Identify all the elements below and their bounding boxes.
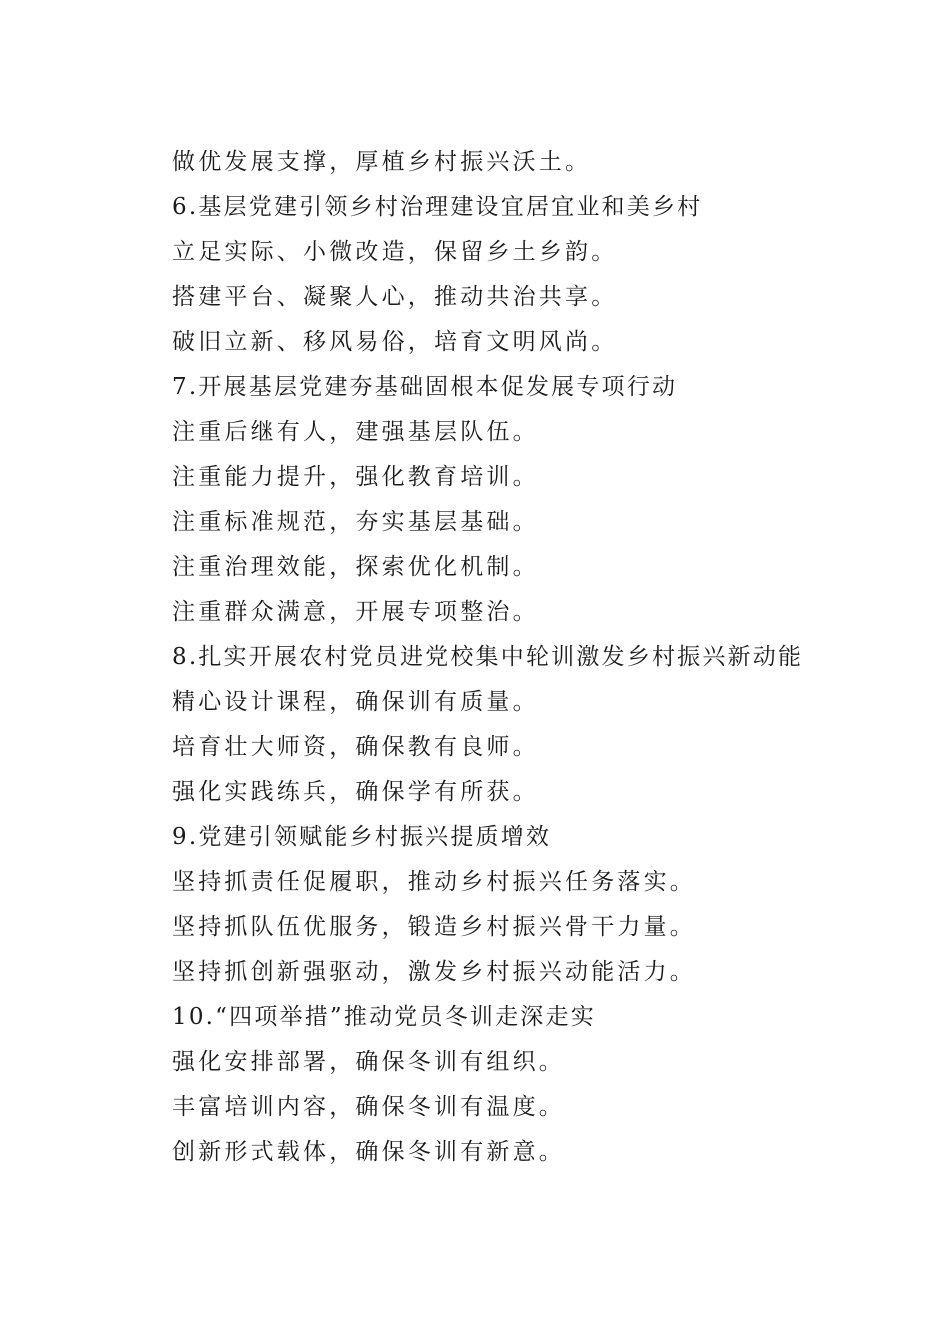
text-line: 坚持抓责任促履职，推动乡村振兴任务落实。 — [172, 869, 696, 895]
text-line: 坚持抓队伍优服务，锻造乡村振兴骨干力量。 — [172, 914, 696, 940]
text-line: 强化安排部署，确保冬训有组织。 — [172, 1049, 565, 1075]
document-body — [172, 140, 892, 1175]
text-line: 注重群众满意，开展专项整治。 — [172, 599, 539, 625]
section-heading-9: 9.党建引领赋能乡村振兴提质增效 — [172, 824, 552, 850]
text-line: 做优发展支撑，厚植乡村振兴沃土。 — [172, 149, 592, 175]
text-line: 坚持抓创新强驱动，激发乡村振兴动能活力。 — [172, 959, 696, 985]
text-line: 注重治理效能，探索优化机制。 — [172, 554, 539, 580]
text-line: 破旧立新、移风易俗，培育文明风尚。 — [172, 329, 618, 355]
text-line: 注重后继有人，建强基层队伍。 — [172, 419, 539, 445]
text-line: 强化实践练兵，确保学有所获。 — [172, 779, 539, 805]
section-heading-6: 6.基层党建引领乡村治理建设宜居宜业和美乡村 — [172, 194, 703, 220]
text-line: 精心设计课程，确保训有质量。 — [172, 689, 539, 715]
text-line: 创新形式载体，确保冬训有新意。 — [172, 1139, 565, 1165]
text-line: 丰富培训内容，确保冬训有温度。 — [172, 1094, 565, 1120]
text-line: 注重能力提升，强化教育培训。 — [172, 464, 539, 490]
text-line: 培育壮大师资，确保教有良师。 — [172, 734, 539, 760]
section-heading-10: 10.“四项举措”推动党员冬训走深走实 — [172, 1004, 596, 1030]
text-line: 立足实际、小微改造，保留乡土乡韵。 — [172, 239, 618, 265]
section-heading-8: 8.扎实开展农村党员进党校集中轮训激发乡村振兴新动能 — [172, 644, 804, 670]
text-line: 搭建平台、凝聚人心，推动共治共享。 — [172, 284, 618, 310]
section-heading-7: 7.开展基层党建夯基础固根本促发展专项行动 — [172, 374, 678, 400]
text-line: 注重标准规范，夯实基层基础。 — [172, 509, 539, 535]
